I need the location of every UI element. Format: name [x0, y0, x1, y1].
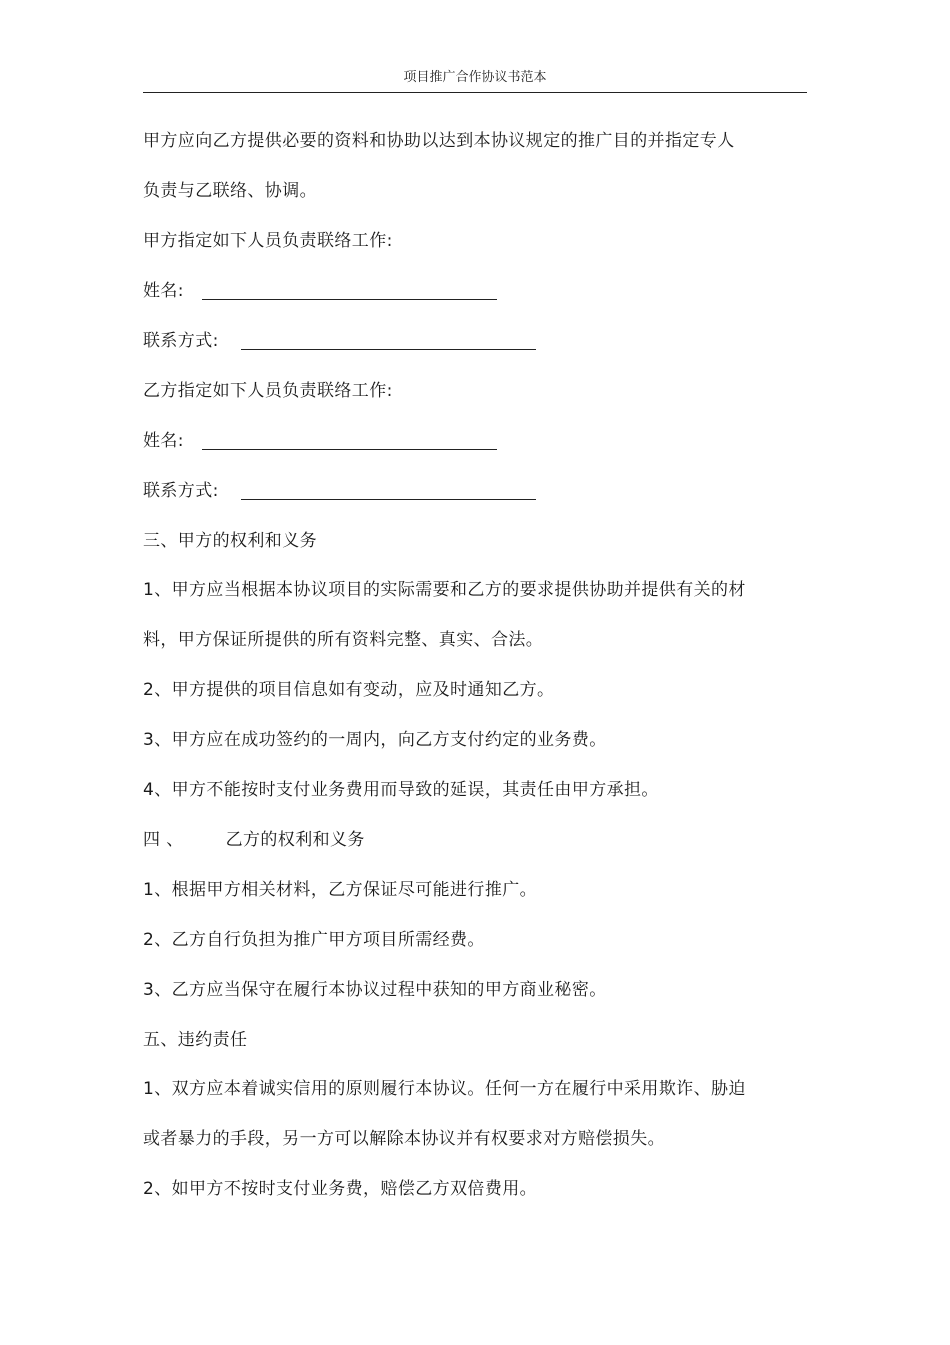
- list-item: 4、甲方不能按时支付业务费用而导致的延误，其责任由甲方承担。: [143, 780, 659, 800]
- section-number: 四 、: [143, 830, 184, 850]
- list-item: 2、乙方自行负担为推广甲方项目所需经费。: [143, 930, 485, 950]
- paragraph-line: 甲方应向乙方提供必要的资料和协助以达到本协议规定的推广目的并指定专人: [143, 131, 735, 151]
- list-item: 3、乙方应当保守在履行本协议过程中获知的甲方商业秘密。: [143, 980, 607, 1000]
- section-title: 五、违约责任: [143, 1030, 248, 1050]
- list-item: 或者暴力的手段，另一方可以解除本协议并有权要求对方赔偿损失。: [143, 1129, 665, 1149]
- party-a-name-blank[interactable]: [202, 299, 497, 300]
- list-item: 1、根据甲方相关材料，乙方保证尽可能进行推广。: [143, 880, 538, 900]
- party-b-contact-label: 联系方式:: [143, 481, 219, 501]
- party-a-name-label: 姓名:: [143, 281, 184, 301]
- list-item: 2、甲方提供的项目信息如有变动，应及时通知乙方。: [143, 680, 555, 700]
- party-b-contact-blank[interactable]: [241, 499, 536, 500]
- list-item: 1、甲方应当根据本协议项目的实际需要和乙方的要求提供协助并提供有关的材: [143, 580, 746, 600]
- list-item: 1、双方应本着诚实信用的原则履行本协议。任何一方在履行中采用欺诈、胁迫: [143, 1079, 746, 1099]
- party-b-name-blank[interactable]: [202, 449, 497, 450]
- page-header: 项目推广合作协议书范本: [403, 70, 547, 85]
- party-a-contact-blank[interactable]: [241, 349, 536, 350]
- list-item: 2、如甲方不按时支付业务费，赔偿乙方双倍费用。: [143, 1179, 538, 1199]
- section-title: [143, 828, 365, 852]
- section-title-text: 乙方的权利和义务: [225, 830, 365, 850]
- list-item: 3、甲方应在成功签约的一周内，向乙方支付约定的业务费。: [143, 730, 607, 750]
- paragraph-line: 负责与乙联络、协调。: [143, 181, 317, 201]
- party-b-contact-intro: 乙方指定如下人员负责联络工作:: [143, 381, 393, 401]
- party-a-contact-intro: 甲方指定如下人员负责联络工作:: [143, 231, 393, 251]
- party-b-name-label: 姓名:: [143, 431, 184, 451]
- list-item: 料，甲方保证所提供的所有资料完整、真实、合法。: [143, 630, 544, 650]
- section-title: 三、甲方的权利和义务: [143, 531, 317, 551]
- header-rule: [143, 92, 807, 93]
- party-a-contact-label: 联系方式:: [143, 331, 219, 351]
